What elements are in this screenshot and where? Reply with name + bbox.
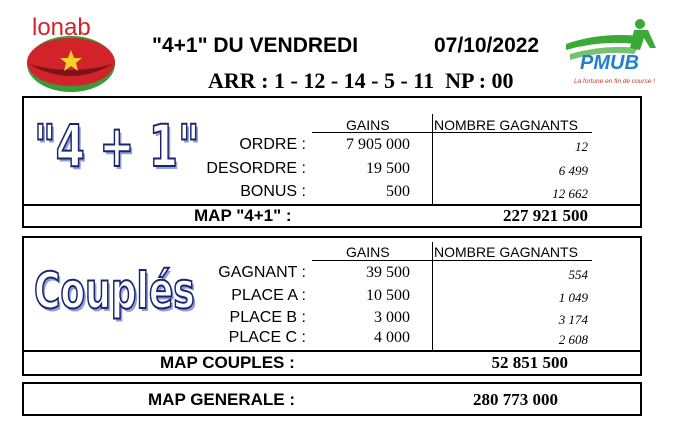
table-top-rule — [312, 260, 592, 261]
map-4plus1-label: MAP "4+1" : — [194, 206, 292, 225]
row-gains-place-c: 4 000 — [374, 329, 410, 346]
lonab-wordmark: lonab — [32, 14, 91, 41]
table-col-divider — [432, 114, 433, 204]
draw-date: 07/10/2022 — [434, 34, 540, 57]
quatre-plus-un-decor: "4 + 1" — [34, 112, 200, 180]
row-label-place-b: PLACE B : — [229, 309, 306, 326]
row-gagnants-gagnant: 554 — [568, 267, 588, 282]
divider — [22, 350, 642, 352]
table-col-divider — [432, 242, 433, 350]
row-gains-bonus: 500 — [386, 183, 410, 200]
row-gains-place-b: 3 000 — [374, 309, 410, 326]
col-header-gagnants: NOMBRE GAGNANTS — [434, 244, 578, 260]
couples-decor: Couplés — [34, 262, 195, 320]
map-couples-value: 52 851 500 — [491, 353, 568, 372]
row-label-desordre: DESORDRE : — [206, 160, 306, 177]
row-label-ordre: ORDRE : — [239, 136, 306, 153]
row-gagnants-bonus: 12 662 — [552, 186, 588, 201]
row-gains-gagnant: 39 500 — [366, 264, 410, 281]
row-label-place-a: PLACE A : — [231, 287, 306, 304]
row-gagnants-place-b: 3 174 — [558, 312, 588, 327]
map-generale-value: 280 773 000 — [473, 390, 558, 409]
table-top-rule — [312, 132, 592, 133]
col-header-gains: GAINS — [346, 117, 390, 133]
row-gains-ordre: 7 905 000 — [346, 136, 410, 153]
map-couples-label: MAP COUPLES : — [160, 353, 295, 372]
pmub-wordmark: PMUB — [580, 52, 639, 74]
col-header-gains: GAINS — [346, 244, 390, 260]
row-label-gagnant: GAGNANT : — [218, 264, 306, 281]
map-4plus1-value: 227 921 500 — [503, 206, 588, 225]
page-title: "4+1" DU VENDREDI — [152, 34, 359, 57]
row-gagnants-place-c: 2 608 — [558, 332, 588, 347]
arrival-order: ARR : 1 - 12 - 14 - 5 - 11 NP : 00 — [208, 68, 514, 93]
row-gagnants-desordre: 6 499 — [558, 163, 588, 178]
row-gains-place-a: 10 500 — [366, 287, 410, 304]
col-header-gagnants: NOMBRE GAGNANTS — [434, 117, 578, 133]
map-generale-label: MAP GENERALE : — [148, 390, 296, 409]
row-label-bonus: BONUS : — [240, 183, 306, 200]
row-gagnants-ordre: 12 — [575, 139, 588, 154]
row-label-place-c: PLACE C : — [228, 329, 306, 346]
pmub-tagline: La fortune en fin de course ! — [574, 78, 655, 85]
row-gains-desordre: 19 500 — [366, 160, 410, 177]
row-gagnants-place-a: 1 049 — [558, 290, 588, 305]
